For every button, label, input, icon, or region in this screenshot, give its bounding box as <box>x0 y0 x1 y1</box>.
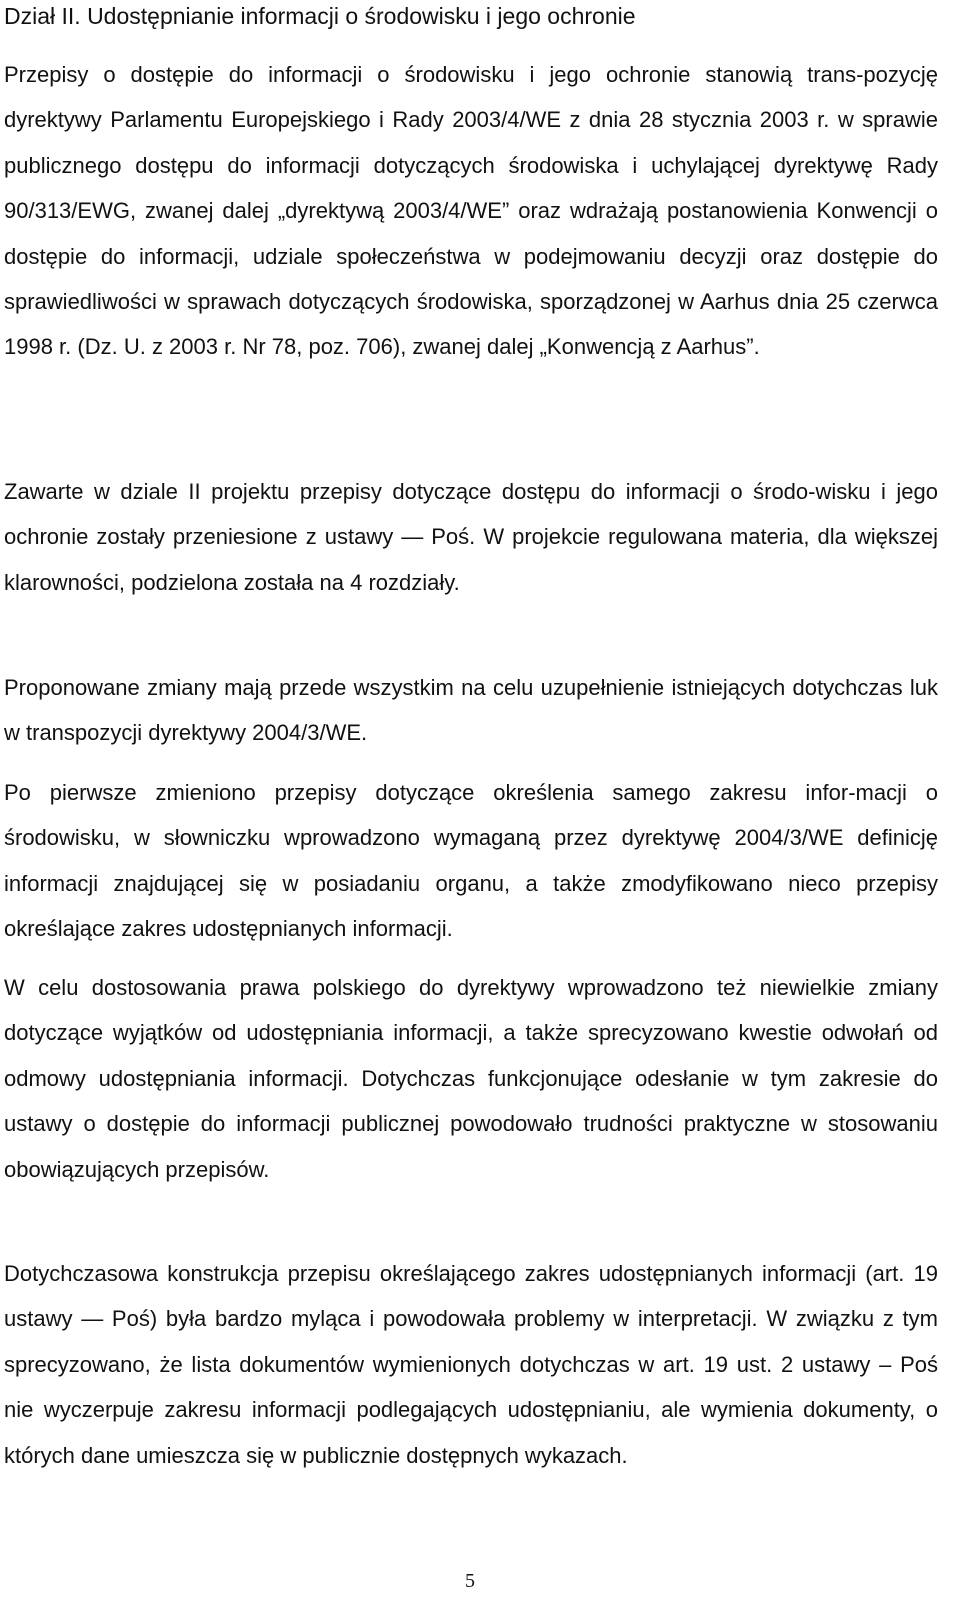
paragraph-2: Zawarte w dziale II projektu przepisy dotyczące dostępu do informacji o środo-wisku i jego ochronie zostały przeniesione z ustawy — Poś. W projekcie regulowana materia, dla większej klarowności, podzielona została na 4 rozdziały. <box>4 479 938 595</box>
paragraph-6: Dotychczasowa konstrukcja przepisu określającego zakres udostępnianych informacji (art. 19 ustawy — Poś) była bardzo myląca i powodowała problemy w interpretacji. W związku z tym sprecyzowano, że lista dokumentów wymienionych dotychczas w art. 19 ust. 2 ustawy – Poś nie wyczerpuje zakresu informacji podlegających udostępnianiu, ale wymienia dokumenty, o których dane umieszcza się w publicznie dostępnych wykazach. <box>4 1261 938 1468</box>
paragraph-3: Proponowane zmiany mają przede wszystkim na celu uzupełnienie istniejących dotychczas luk w transpozycji dyrektywy 2004/3/WE. <box>4 675 938 746</box>
paragraph-1: Przepisy o dostępie do informacji o środowisku i jego ochronie stanowią trans-pozycję dyrektywy Parlamentu Europejskiego i Rady 2003/4/WE z dnia 28 stycznia 2003 r. w sprawie publicznego dostępu do informacji dotyczących środowiska i uchylającej dyrektywę Rady 90/313/EWG, zwanej dalej „dyrektywą 2003/4/WE” oraz wdrażają postanowienia Konwencji o dostępie do informacji, udziale społeczeństwa w podejmowaniu decyzji oraz dostępie do sprawiedliwości w sprawach dotyczących środowiska, sporządzonej w Aarhus dnia 25 czerwca 1998 r. (Dz. U. z 2003 r. Nr 78, poz. 706), zwanej dalej „Konwencją z Aarhus”. <box>4 62 938 360</box>
section-heading: Dział II. Udostępnianie informacji o środowisku i jego ochronie <box>4 3 636 29</box>
page-number: 5 <box>465 1570 475 1592</box>
paragraph-4: Po pierwsze zmieniono przepisy dotyczące określenia samego zakresu infor-macji o środowisku, w słowniczku wprowadzono wymaganą przez dyrektywę 2004/3/WE definicję informacji znajdującej się w posiadaniu organu, a także zmodyfikowano nieco przepisy określające zakres udostępnianych informacji. <box>4 780 938 942</box>
paragraph-5: W celu dostosowania prawa polskiego do dyrektywy wprowadzono też niewielkie zmiany dotyczące wyjątków od udostępniania informacji, a także sprecyzowano kwestie odwołań od odmowy udostępniania informacji. Dotychczas funkcjonujące odesłanie w tym zakresie do ustawy o dostępie do informacji publicznej powodowało trudności praktyczne w stosowaniu obowiązujących przepisów. <box>4 975 938 1182</box>
